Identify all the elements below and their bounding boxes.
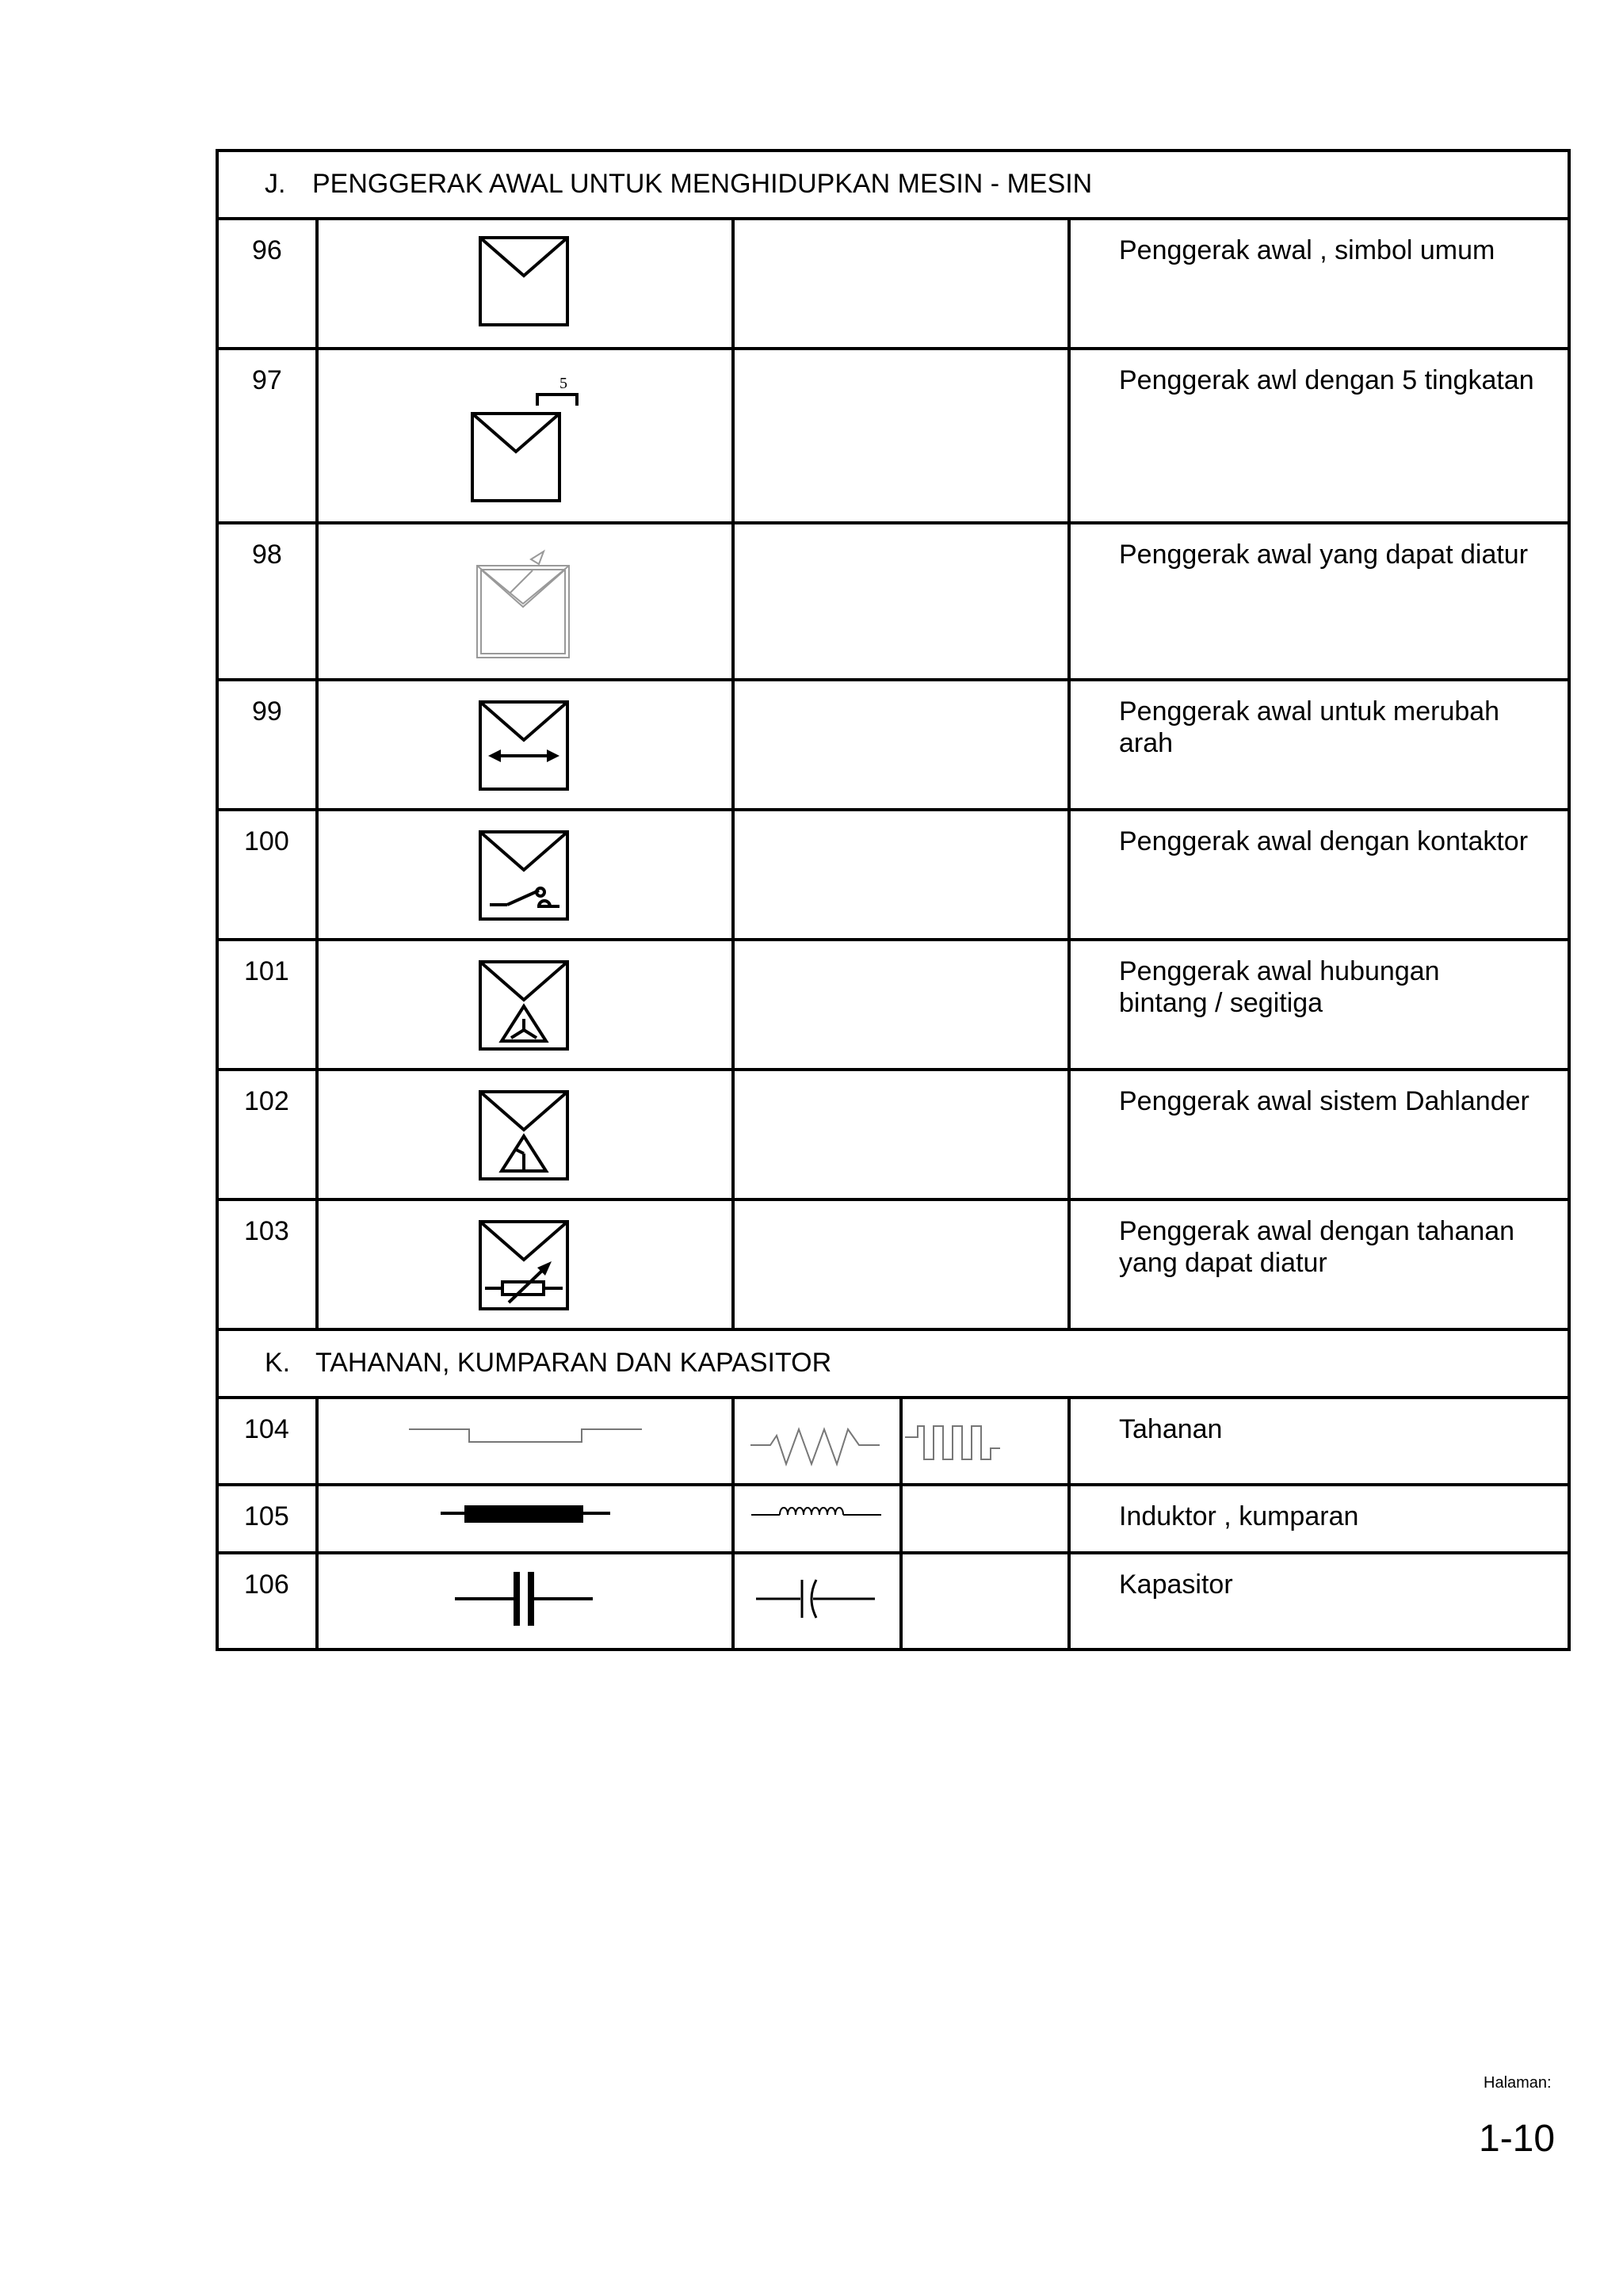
row-number: 101 [244,956,289,986]
row-description: Penggerak awal dengan kontaktor [1119,826,1529,856]
section-j-letter: J. [265,169,286,199]
row-number: 99 [252,696,282,727]
page-label: Halaman: [1484,2074,1552,2092]
row-number: 104 [244,1414,289,1444]
row-number: 102 [244,1086,289,1116]
section-k-title: TAHANAN, KUMPARAN DAN KAPASITOR [315,1348,832,1378]
row-number: 97 [252,365,282,395]
row-description: Penggerak awal , simbol umum [1119,235,1495,265]
row-number: 103 [244,1216,289,1246]
row-description: Penggerak awal yang dapat diatur [1119,540,1529,570]
section-k-letter: K. [265,1348,291,1378]
row-description: Penggerak awal untuk merubah arah [1119,696,1500,758]
row-number: 100 [244,826,289,856]
row-description: Kapasitor [1119,1569,1233,1600]
row-number: 105 [244,1501,289,1531]
row-number: 98 [252,540,282,570]
page-number: 1-10 [1479,2118,1556,2160]
row-description: Penggerak awal sistem Dahlander [1119,1086,1529,1116]
row-description: Induktor , kumparan [1119,1501,1359,1531]
row-description: Penggerak awl dengan 5 tingkatan [1119,365,1534,395]
step-count-label: 5 [559,375,567,392]
row-description: Penggerak awal dengan tahanan yang dapat diatur [1119,1216,1515,1278]
row-description: Penggerak awal hubungan bintang / segitiga [1119,956,1440,1018]
section-j-title: PENGGERAK AWAL UNTUK MENGHIDUPKAN MESIN - MESIN [312,169,1093,199]
row-number: 106 [244,1569,289,1600]
row-description: Tahanan [1119,1414,1223,1444]
row-number: 96 [252,235,282,265]
symbol-table [216,149,1571,1651]
